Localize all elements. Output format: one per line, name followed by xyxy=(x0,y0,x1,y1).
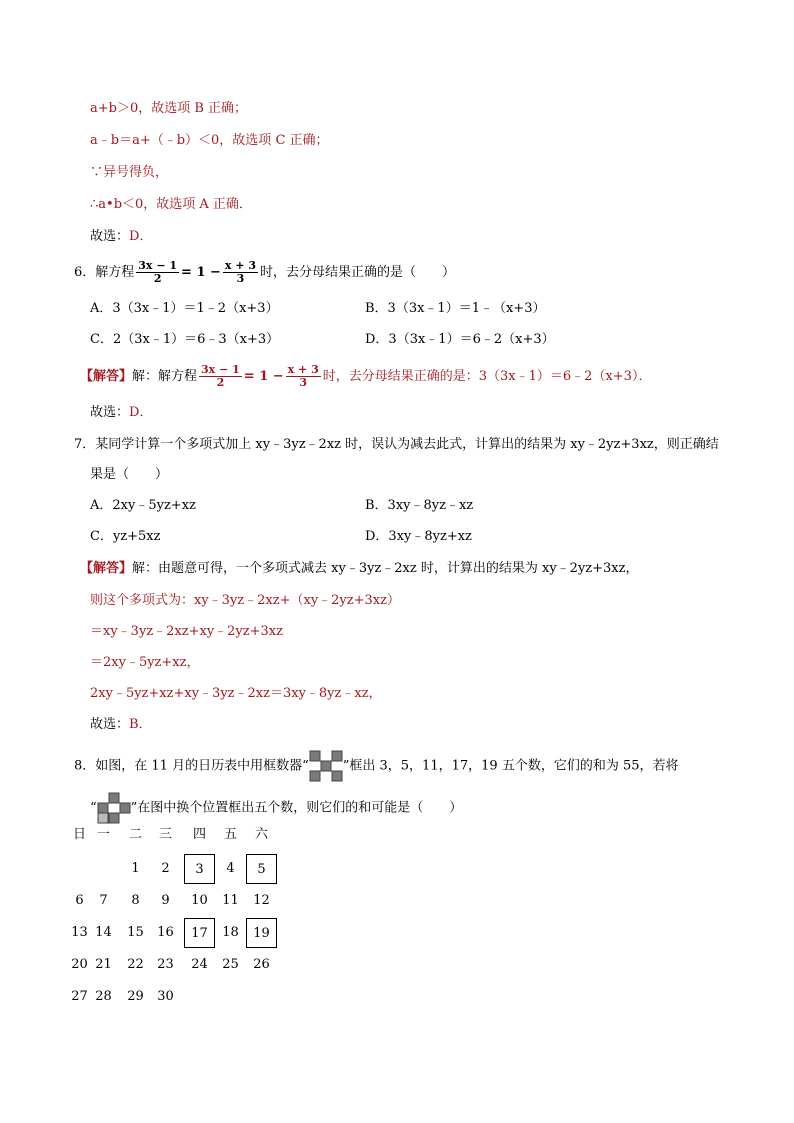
q8-text-c: “ xyxy=(90,800,97,816)
final-answer: D． xyxy=(129,405,153,420)
q6-fraction-2 xyxy=(223,260,258,285)
answer-tag: 【解答】 xyxy=(80,369,133,384)
calendar-day: 22 xyxy=(127,957,144,972)
sol5-line4: ∴a•b＜0，故选项 A 正确． xyxy=(90,197,252,212)
calendar-day: 4 xyxy=(226,861,235,876)
q7-final xyxy=(90,716,152,734)
calendar-day: 26 xyxy=(253,957,270,972)
final-prefix: 故选： xyxy=(90,229,130,244)
calendar-header: 二 xyxy=(128,827,142,842)
calendar-day: 15 xyxy=(127,925,144,940)
frac-denominator: 2 xyxy=(216,376,225,389)
calendar-day: 13 xyxy=(71,925,88,940)
answer-suffix: 时，去分母结果正确的是：3（3x﹣1）＝6﹣2（x+3）． xyxy=(322,369,652,384)
q6-mid: = 1 − xyxy=(181,265,221,280)
frac-denominator: 3 xyxy=(236,272,245,285)
q7-option-b: B．3xy﹣8yz﹣xz xyxy=(365,498,474,513)
calendar-day: 27 xyxy=(71,989,88,1004)
q8-text-a: 8．如图，在 11 月的日历表中用框数器“ xyxy=(74,758,309,774)
calendar-day: 14 xyxy=(95,925,112,940)
q8-text-d: ”在图中换个位置框出五个数，则它们的和可能是（ ） xyxy=(130,800,463,816)
final-answer: D． xyxy=(129,229,153,244)
calendar-day: 6 xyxy=(75,893,84,908)
calendar-day: 16 xyxy=(157,925,174,940)
q7-option-a: A．2xy﹣5yz+xz xyxy=(90,498,196,513)
q6-option-b: B．3（3x﹣1）＝1﹣（x+3） xyxy=(365,301,546,316)
frac-numerator: 3x − 1 xyxy=(201,363,240,376)
calendar-header: 一 xyxy=(96,827,110,842)
frame-counter-icon xyxy=(309,750,343,782)
calendar-day: 2 xyxy=(161,861,170,876)
q7-option-d: D．3xy﹣8yz+xz xyxy=(365,529,472,544)
q7-answer-line2: 则这个多项式为：xy﹣3yz﹣2xz+（xy﹣2yz+3xz） xyxy=(90,593,400,608)
sol5-final xyxy=(90,228,152,246)
answer-prefix: 解：解方程 xyxy=(132,369,198,384)
q6-option-a: A．3（3x﹣1）＝1﹣2（x+3） xyxy=(90,301,279,316)
calendar-day: 20 xyxy=(71,957,88,972)
answer-text: 解：由题意可得，一个多项式减去 xy﹣3yz﹣2xz 时，计算出的结果为 xy﹣2yz+3xz， xyxy=(132,561,639,576)
frac-denominator: 2 xyxy=(153,272,162,285)
calendar-header: 四 xyxy=(192,827,206,842)
calendar-day: 9 xyxy=(161,893,170,908)
calendar-day: 1 xyxy=(131,861,140,876)
question-7-line2: 果是（ ） xyxy=(90,467,169,482)
answer-mid: = 1 − xyxy=(243,369,284,384)
calendar-day: 29 xyxy=(127,989,144,1004)
calendar-day: 23 xyxy=(157,957,174,972)
q7-answer-line5: 2xy﹣5yz+xz+xy﹣3yz﹣2xz＝3xy﹣8yz﹣xz， xyxy=(90,686,382,701)
calendar-day: 21 xyxy=(95,957,112,972)
q7-answer-line3: ＝xy﹣3yz﹣2xz+xy﹣2yz+3xz xyxy=(90,624,283,639)
final-prefix: 故选： xyxy=(90,405,130,420)
answer-fraction-1 xyxy=(199,364,242,389)
calendar-day: 17 xyxy=(184,918,215,948)
frac-numerator: x + 3 xyxy=(287,363,319,376)
calendar-header: 日 xyxy=(72,827,86,842)
calendar-day: 3 xyxy=(184,854,215,884)
calendar-day: 12 xyxy=(253,893,270,908)
final-prefix: 故选： xyxy=(90,717,130,732)
calendar-day: 24 xyxy=(191,957,208,972)
q6-suffix: 时，去分母结果正确的是（ ） xyxy=(260,265,456,280)
calendar-day: 19 xyxy=(246,918,277,948)
q6-answer xyxy=(80,364,651,389)
q6-prefix: 6．解方程 xyxy=(74,265,135,280)
frac-numerator: 3x − 1 xyxy=(138,259,178,272)
calendar-day: 18 xyxy=(222,925,239,940)
sol5-line3: ∵异号得负， xyxy=(90,165,169,180)
q7-answer-line1 xyxy=(80,560,639,578)
question-8-line1 xyxy=(74,750,679,782)
calendar-day: 30 xyxy=(157,989,174,1004)
frac-denominator: 3 xyxy=(299,376,308,389)
q6-option-d: D．3（3x﹣1）＝6﹣2（x+3） xyxy=(365,332,555,347)
calendar-header: 六 xyxy=(254,827,268,842)
q6-final xyxy=(90,404,152,422)
question-6 xyxy=(74,260,455,285)
sol5-line1: a+b＞0，故选项 B 正确； xyxy=(90,101,248,116)
q8-text-b: ”框出 3，5，11，17，19 五个数，它们的和为 55，若将 xyxy=(342,758,679,774)
calendar-day: 28 xyxy=(95,989,112,1004)
calendar-header: 五 xyxy=(223,827,237,842)
q7-option-c: C．yz+5xz xyxy=(90,529,161,544)
answer-tag: 【解答】 xyxy=(80,561,133,576)
question-7-line1: 7．某同学计算一个多项式加上 xy﹣3yz﹣2xz 时，误认为减去此式，计算出的结果为 xy﹣2yz+3xz，则正确结 xyxy=(74,437,719,452)
q7-answer-line4: ＝2xy﹣5yz+xz， xyxy=(90,655,200,670)
final-answer: B． xyxy=(129,717,152,732)
calendar-day: 5 xyxy=(246,854,277,884)
q6-option-c: C．2（3x﹣1）＝6﹣3（x+3） xyxy=(90,332,280,347)
calendar-header: 三 xyxy=(158,827,172,842)
answer-fraction-2 xyxy=(286,364,321,389)
calendar-day: 10 xyxy=(191,893,208,908)
calendar-day: 11 xyxy=(222,893,239,908)
sol5-line2: a﹣b＝a+（﹣b）＜0，故选项 C 正确； xyxy=(90,133,329,148)
calendar-day: 8 xyxy=(131,893,140,908)
q6-fraction-1 xyxy=(136,260,179,285)
frac-numerator: x + 3 xyxy=(224,259,257,272)
calendar-day: 25 xyxy=(222,957,239,972)
calendar-day: 7 xyxy=(99,893,108,908)
